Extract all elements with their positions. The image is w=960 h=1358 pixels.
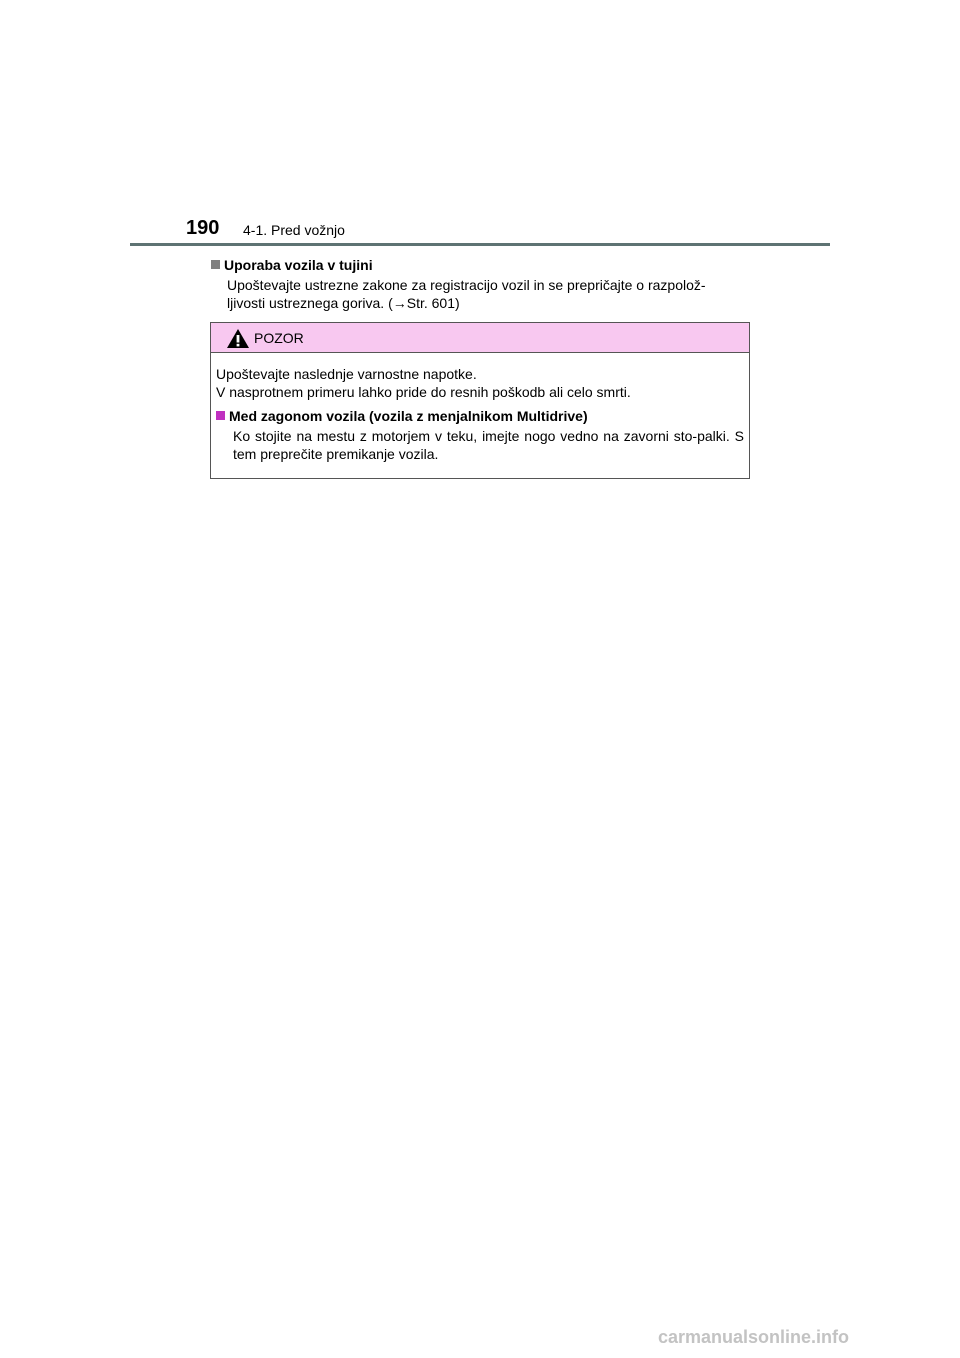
caution-item-heading-text: Med zagonom vozila (vozila z menjalnikom Multidrive)	[229, 408, 588, 424]
arrow-right-icon: →	[392, 295, 407, 311]
watermark-text: carmanualsonline.info	[658, 1327, 850, 1347]
caution-box	[210, 322, 750, 479]
caution-header	[211, 323, 749, 353]
caution-body	[211, 353, 749, 463]
subsection-body-line-2	[227, 294, 751, 312]
subsection-body	[227, 276, 751, 312]
header-rule	[130, 243, 830, 246]
section-title: 4-1. Pred vožnjo	[243, 222, 345, 238]
caution-intro-line-2: V nasprotnem primeru lahko pride do resnih poškodb ali celo smrti.	[216, 384, 631, 400]
subsection-body-line-2-text: ljivosti ustreznega goriva. (	[227, 295, 393, 311]
caution-item-body: Ko stojite na mestu z motorjem v teku, imejte nogo vedno na zavorni sto-palki. S tem preprečite premikanje vozila.	[233, 428, 744, 462]
square-bullet-icon	[211, 260, 220, 269]
warning-triangle-icon	[226, 328, 250, 349]
caution-intro-line-1: Upoštevajte naslednje varnostne napotke.	[216, 366, 477, 382]
subsection-foreign-use	[211, 256, 751, 312]
square-bullet-icon	[216, 411, 225, 420]
subsection-heading	[211, 256, 751, 274]
subsection-body-line-1: Upoštevajte ustrezne zakone za registracijo vozil in se prepričajte o razpolož-	[227, 277, 706, 293]
page-number: 190	[186, 217, 220, 239]
subsection-heading-text: Uporaba vozila v tujini	[224, 257, 373, 273]
caution-item-heading	[216, 407, 744, 425]
caution-label: POZOR	[254, 330, 304, 346]
page-reference-link[interactable]: Str. 601)	[406, 295, 460, 311]
